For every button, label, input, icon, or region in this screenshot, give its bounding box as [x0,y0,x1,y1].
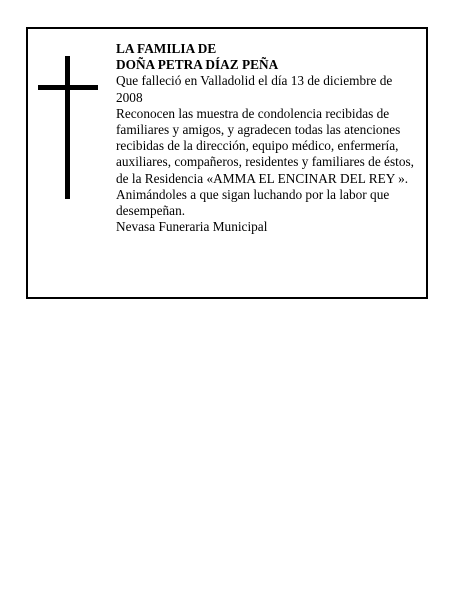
heading-family: LA FAMILIA DE [116,41,217,56]
thanks-paragraph: Reconocen las muestra de condolencia recibidas de familiares y amigos, y agradecen todas las atenciones recibidas de la dirección, equipo médico, enfermería, auxiliares, compañeros, residentes y familiares de éstos, de la Residencia «AMMA EL ENCINAR DEL REY ». [116,105,414,186]
cross-vertical-bar [65,56,70,199]
cross-icon [38,56,98,199]
notice-text [116,41,418,235]
heading-name: DOÑA PETRA DÍAZ PEÑA [116,57,279,73]
death-notice-line: Que falleció en Valladolid el día 13 de diciembre de 2008 [116,73,393,105]
encouragement-paragraph: Animándoles a que sigan luchando por la labor que desempeñan. [116,186,390,219]
obituary-notice-box [26,27,428,299]
cross-horizontal-bar [38,85,98,90]
signature: Nevasa Funeraria Municipal [116,219,268,235]
